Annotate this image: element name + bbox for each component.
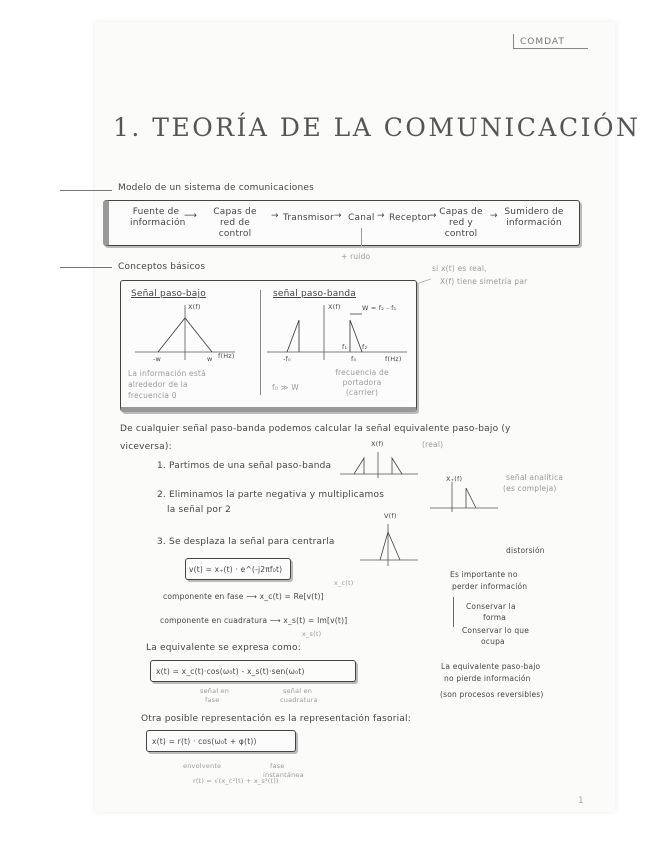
component-quadrature: componente en cuadratura ⟶ x_s(t) = Im[v(t)] bbox=[160, 616, 348, 625]
bandpass-axis-label: X(f) bbox=[328, 303, 341, 311]
step-1: 1. Partimos de una señal paso-banda bbox=[157, 461, 332, 471]
equivalent-expressed: La equivalente se expresa como: bbox=[146, 643, 301, 653]
step3-spectrum bbox=[360, 520, 420, 568]
eq-r: x(t) = r(t) · cos(ω₀t + φ(t)) bbox=[152, 737, 257, 746]
note-keep-shape-2: forma bbox=[483, 613, 507, 622]
note-keep-band-2: ocupa bbox=[481, 637, 505, 646]
lowpass-plus-w: w bbox=[207, 355, 213, 363]
block-net-layers-rx: Capas de red y control bbox=[439, 207, 483, 239]
ann-phase-signal-1: señal en bbox=[200, 687, 230, 695]
bandpass-minus-f0: -f₀ bbox=[283, 355, 291, 363]
arrow-6: → bbox=[490, 211, 498, 221]
section2-heading: Conceptos básicos bbox=[118, 262, 206, 272]
note-distortion: distorsión bbox=[506, 546, 545, 555]
arrow-1: ⟶ bbox=[184, 211, 198, 221]
ann-envelope: envolvente bbox=[183, 762, 222, 770]
section1-heading: Modelo de un sistema de comunicaciones bbox=[118, 183, 315, 193]
page-title: 1. TEORÍA DE LA COMUNICACIÓN bbox=[113, 113, 641, 142]
block-source: Fuente de información bbox=[130, 207, 186, 228]
note-bracket bbox=[453, 597, 454, 627]
xc-label: x_c(t) bbox=[334, 579, 354, 587]
ann-quad-signal-1: señal en bbox=[283, 687, 313, 695]
note-equiv-1: La equivalente paso-bajo bbox=[441, 662, 541, 671]
bandpass-note: frecuencia de portadora (carrier) bbox=[335, 368, 389, 397]
ann-inst-phase-2: instantánea bbox=[263, 771, 304, 779]
arrow-3: → bbox=[334, 211, 342, 221]
note-important-1: Es importante no bbox=[450, 570, 518, 579]
section2-rule bbox=[60, 267, 112, 268]
lowpass-minus-w: -w bbox=[153, 355, 162, 363]
lowpass-title: Señal paso-bajo bbox=[131, 289, 206, 299]
ann-phase-signal-2: fase bbox=[205, 696, 220, 704]
xs-label: x_s(t) bbox=[302, 630, 322, 638]
eq-x: x(t) = x_c(t)·cos(ω₀t) - x_s(t)·sen(ω₀t) bbox=[156, 667, 305, 676]
ann-inst-phase-1: fase bbox=[270, 762, 285, 770]
step-2a: 2. Eliminamos la parte negativa y multiplicamos bbox=[157, 490, 385, 500]
note-keep-band-1: Conservar lo que bbox=[462, 626, 530, 635]
page-number: 1 bbox=[578, 796, 584, 806]
step2-note-1: señal analítica bbox=[506, 473, 564, 482]
eq-v: v(t) = x₊(t) · e^(-j2πf₀t) bbox=[189, 565, 283, 574]
header-tag: COMDAT bbox=[520, 37, 565, 47]
bandpass-f2: f₂ bbox=[362, 343, 368, 351]
noise-arrow bbox=[361, 228, 362, 246]
block-net-layers-tx: Capas de red de control bbox=[213, 207, 257, 239]
bandpass-title: señal paso-banda bbox=[273, 289, 357, 299]
block-sink: Sumidero de información bbox=[504, 207, 564, 228]
lowpass-note: La información está alrededor de la frecuencia 0 bbox=[128, 369, 206, 400]
block-receiver: Receptor bbox=[389, 213, 431, 223]
bandpass-f0-condition: f₀ ≫ W bbox=[272, 383, 299, 392]
note-equiv-2: no pierde información bbox=[444, 674, 531, 683]
bandpass-w-label: W = f₂ - f₁ bbox=[362, 304, 397, 312]
side-note-real-1: si x(t) es real, bbox=[432, 264, 487, 273]
arrow-2: → bbox=[271, 211, 279, 221]
note-equiv-3: (son procesos reversibles) bbox=[440, 690, 544, 699]
lowpass-axis-label: X(f) bbox=[188, 303, 201, 311]
side-note-real-2: X(f) tiene simetría par bbox=[440, 277, 528, 286]
bandpass-freq-label: f(Hz) bbox=[385, 355, 402, 363]
lowpass-freq-label: f(Hz) bbox=[218, 352, 235, 360]
component-phase: componente en fase ⟶ x_c(t) = Re[v(t)] bbox=[163, 592, 324, 601]
ann-quad-signal-2: cuadratura bbox=[280, 696, 318, 704]
header-rule bbox=[513, 48, 588, 49]
note-important-2: perder información bbox=[452, 582, 528, 591]
step2-spectrum bbox=[430, 478, 500, 514]
header-tag-divider bbox=[513, 34, 514, 48]
step-2b: la señal por 2 bbox=[167, 505, 231, 515]
ann-envelope-eq: r(t) = √(x_c²(t) + x_s²(t)) bbox=[193, 777, 279, 785]
step2-axis-label: X₊(f) bbox=[446, 475, 463, 483]
phasor-intro: Otra posible representación es la representación fasorial: bbox=[141, 714, 411, 724]
note-keep-shape-1: Conservar la bbox=[466, 602, 516, 611]
block-channel: Canal bbox=[348, 213, 375, 223]
concepts-divider bbox=[260, 290, 261, 395]
step1-axis-label: X(f) bbox=[371, 440, 384, 448]
step2-note-2: (es compleja) bbox=[503, 484, 557, 493]
arrow-5: → bbox=[429, 211, 437, 221]
step-3: 3. Se desplaza la señal para centrarla bbox=[157, 537, 335, 547]
step1-note: (real) bbox=[422, 440, 444, 449]
bandpass-f0: f₀ bbox=[351, 355, 357, 363]
noise-label: + ruido bbox=[341, 252, 371, 261]
section1-rule bbox=[60, 190, 112, 191]
block-transmitter: Transmisor bbox=[283, 213, 334, 223]
step3-axis-label: V(f) bbox=[384, 512, 397, 520]
equivalent-intro: De cualquier señal paso-banda podemos calcular la señal equivalente paso-bajo (y viceversa): bbox=[120, 424, 511, 452]
arrow-4: → bbox=[377, 211, 385, 221]
bandpass-f1: f₁ bbox=[342, 343, 348, 351]
step1-spectrum bbox=[340, 450, 420, 480]
